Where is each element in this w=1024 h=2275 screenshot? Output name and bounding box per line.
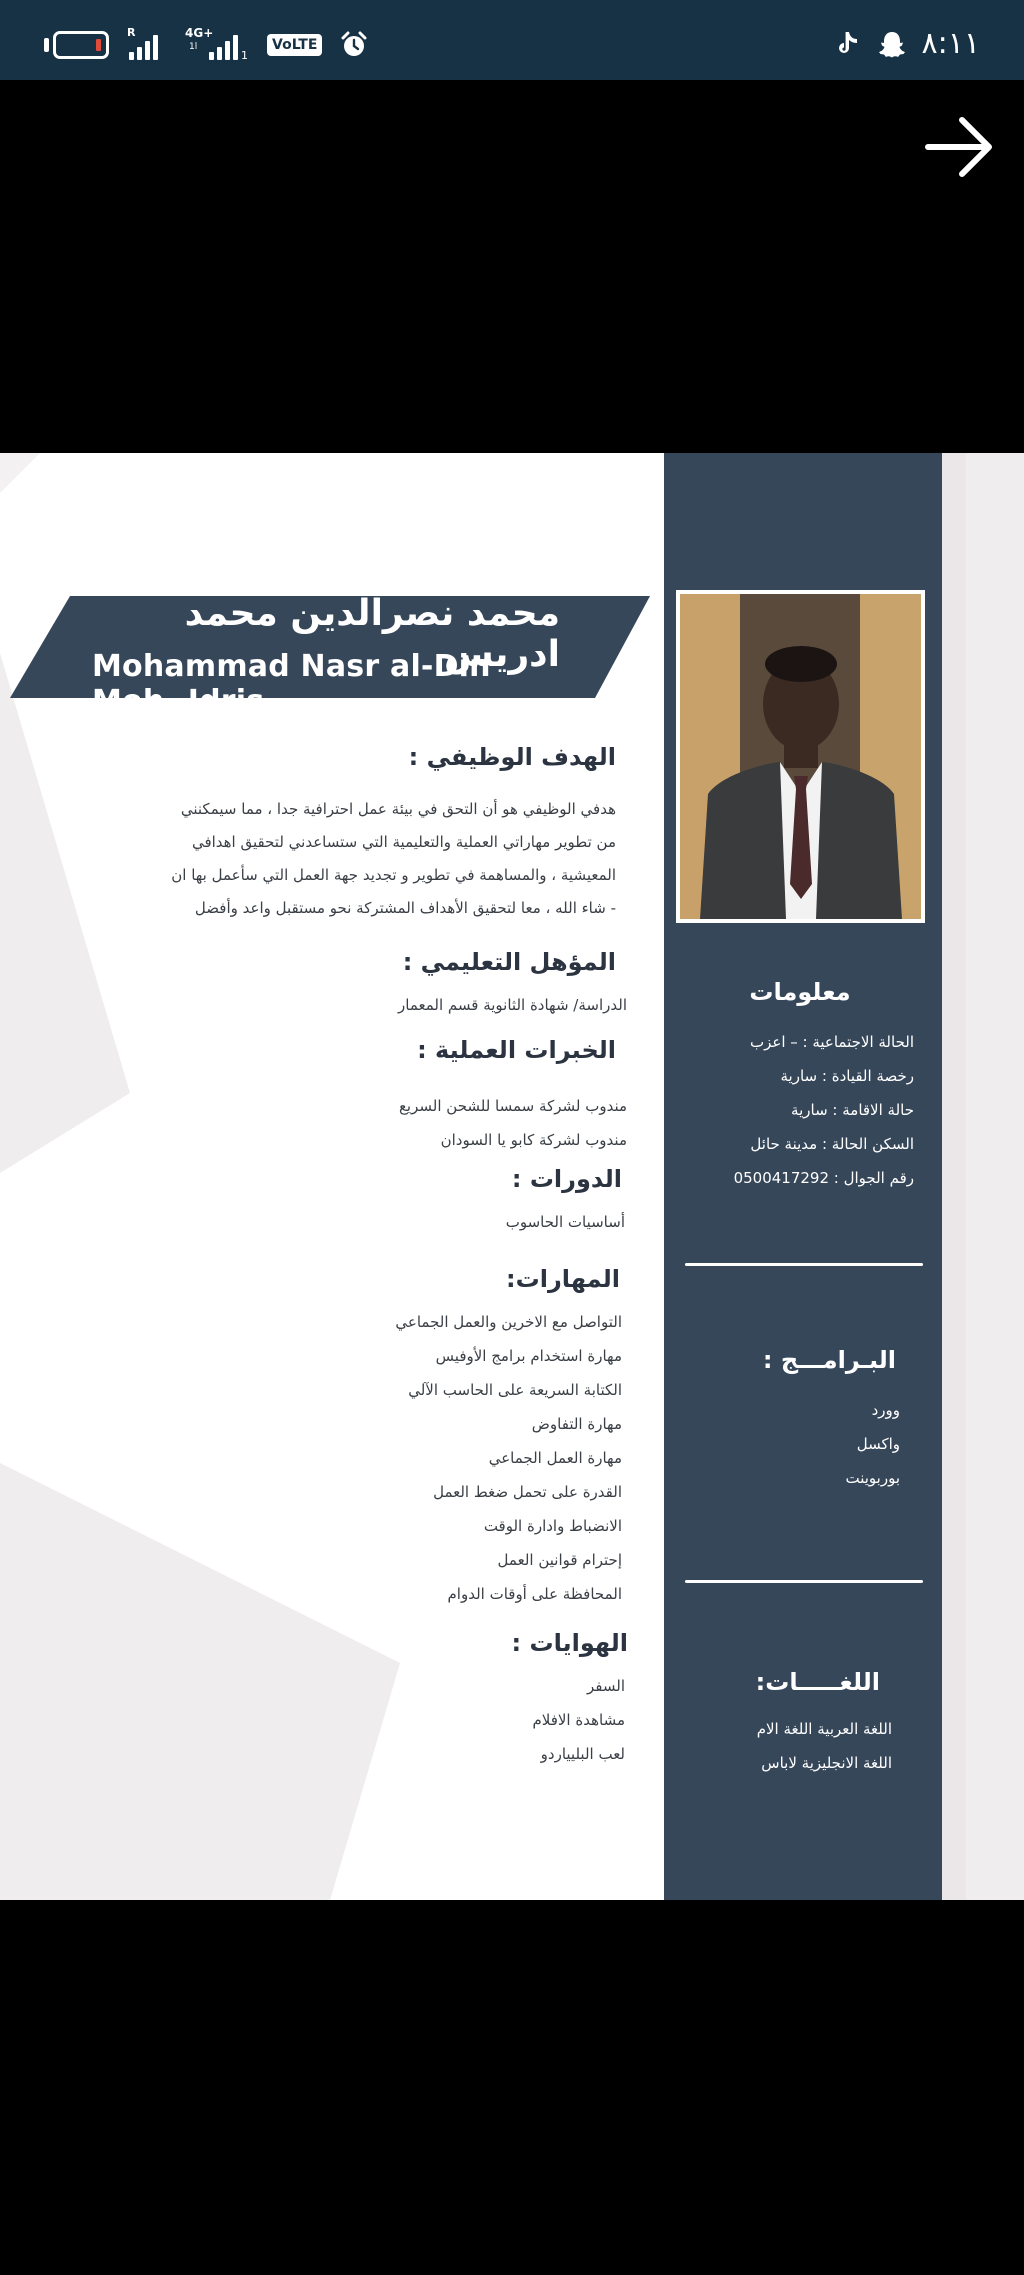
skills-line-9: المحافظة على أوقات الدوام xyxy=(447,1585,622,1603)
languages-title: اللغـــــات: xyxy=(755,1668,880,1696)
programs-title: البـرامـــج : xyxy=(762,1346,896,1374)
education-title: المؤهل التعليمي : xyxy=(402,948,616,976)
programs-item-2: واكسل xyxy=(856,1435,900,1453)
info-row-residency: حالة الاقامة : سارية xyxy=(791,1101,914,1119)
status-left-group xyxy=(44,28,368,62)
education-line-1: الدراسة/ شهادة الثانوية قسم المعمار xyxy=(398,996,627,1014)
experience-line-2: مندوب لشركة كابو يا السودان xyxy=(440,1131,627,1149)
hobbies-line-1: السفر xyxy=(587,1677,625,1695)
alarm-icon xyxy=(340,31,368,59)
objective-line-2: من تطوير مهاراتي العملية والتعليمية التي ستساعدني لتحقيق اهدافي xyxy=(191,833,616,851)
skills-line-2: مهارة استخدام برامج الأوفيس xyxy=(435,1347,622,1365)
clock-time: ٨:١١ xyxy=(921,26,980,61)
signal-1-group xyxy=(127,26,167,60)
hobbies-line-2: مشاهدة الافلام xyxy=(532,1711,625,1729)
name-english: Mohammad Nasr al-Din Moh- Idris xyxy=(92,649,491,719)
courses-line-1: أساسيات الحاسوب xyxy=(505,1213,625,1231)
programs-item-1: وورد xyxy=(871,1401,900,1419)
info-row-phone: رقم الجوال : 0500417292 xyxy=(733,1169,914,1187)
info-row-license: رخصة القيادة : سارية xyxy=(780,1067,914,1085)
skills-line-7: الانضباط وادارة الوقت xyxy=(483,1517,622,1535)
skills-title: المهارات: xyxy=(506,1265,620,1293)
network-sub-label: 1l xyxy=(189,42,198,52)
name-arabic: محمد نصرالدين محمد ادريس xyxy=(184,593,560,675)
skills-line-5: مهارة العمل الجماعي xyxy=(488,1449,622,1467)
resume-document xyxy=(0,453,1024,1900)
status-right-group xyxy=(832,26,980,61)
sidebar-divider-1 xyxy=(685,1263,923,1266)
skills-line-1: التواصل مع الاخرين والعمل الجماعي xyxy=(395,1313,622,1331)
skills-line-4: مهارة التفاوض xyxy=(531,1415,622,1433)
objective-line-4: - شاء الله ، معا لتحقيق الأهداف المشتركة نحو مستقبل واعد وأفضل xyxy=(194,899,616,917)
programs-item-3: بوربوينت xyxy=(845,1469,900,1487)
tiktok-icon xyxy=(832,29,862,59)
languages-row-2: اللغة الانجليزية لاباس xyxy=(761,1754,892,1772)
network-top-label: R xyxy=(127,26,136,39)
signal-strength-icon-2 xyxy=(209,32,238,60)
profile-photo-drawing xyxy=(680,594,921,919)
experience-title: الخبرات العملية : xyxy=(417,1036,616,1064)
sim-label: 1 xyxy=(241,49,248,62)
viewer-bottom-area xyxy=(0,1900,1024,2275)
experience-line-1: مندوب لشركة سمسا للشحن السريع xyxy=(398,1097,627,1115)
network-type-label: 4G+ xyxy=(185,26,214,40)
info-row-address: السكن الحالة : مدينة حائل xyxy=(750,1135,914,1153)
languages-row-1: اللغة العربية اللغة الام xyxy=(756,1720,892,1738)
forward-arrow-icon[interactable] xyxy=(922,110,996,184)
battery-icon xyxy=(53,31,109,59)
skills-line-8: إحترام قوانين العمل xyxy=(497,1551,622,1569)
info-row-marital: الحالة الاجتماعية : – اعزب xyxy=(749,1033,914,1051)
sidebar-divider-2 xyxy=(685,1580,923,1583)
sidebar-edge-strip xyxy=(942,453,966,1900)
skills-line-3: الكتابة السريعة على الحاسب الآلي xyxy=(408,1381,622,1399)
skills-line-6: القدرة على تحمل ضغط العمل xyxy=(433,1483,622,1501)
volte-badge: VoLTE xyxy=(267,34,322,56)
hobbies-title: الهوايات : xyxy=(511,1629,628,1657)
viewer-top-area xyxy=(0,80,1024,453)
status-bar xyxy=(0,0,1024,80)
signal-2-group xyxy=(185,26,249,62)
signal-strength-icon xyxy=(129,32,158,60)
courses-title: الدورات : xyxy=(511,1165,622,1193)
hobbies-line-3: لعب البليياردو xyxy=(540,1745,625,1763)
info-title: معلومات xyxy=(749,978,851,1006)
snapchat-icon xyxy=(876,29,908,59)
profile-photo xyxy=(676,590,925,923)
objective-line-3: المعيشية ، والمساهمة في تطوير و تجديد جهة العمل التي سأعمل بها ان xyxy=(171,866,616,884)
objective-line-1: هدفي الوظيفي هو أن التحق في بيئة عمل احترافية جدا ، مما سيمكنني xyxy=(180,800,616,818)
battery-nub xyxy=(44,38,49,52)
objective-title: الهدف الوظيفي : xyxy=(408,743,616,771)
